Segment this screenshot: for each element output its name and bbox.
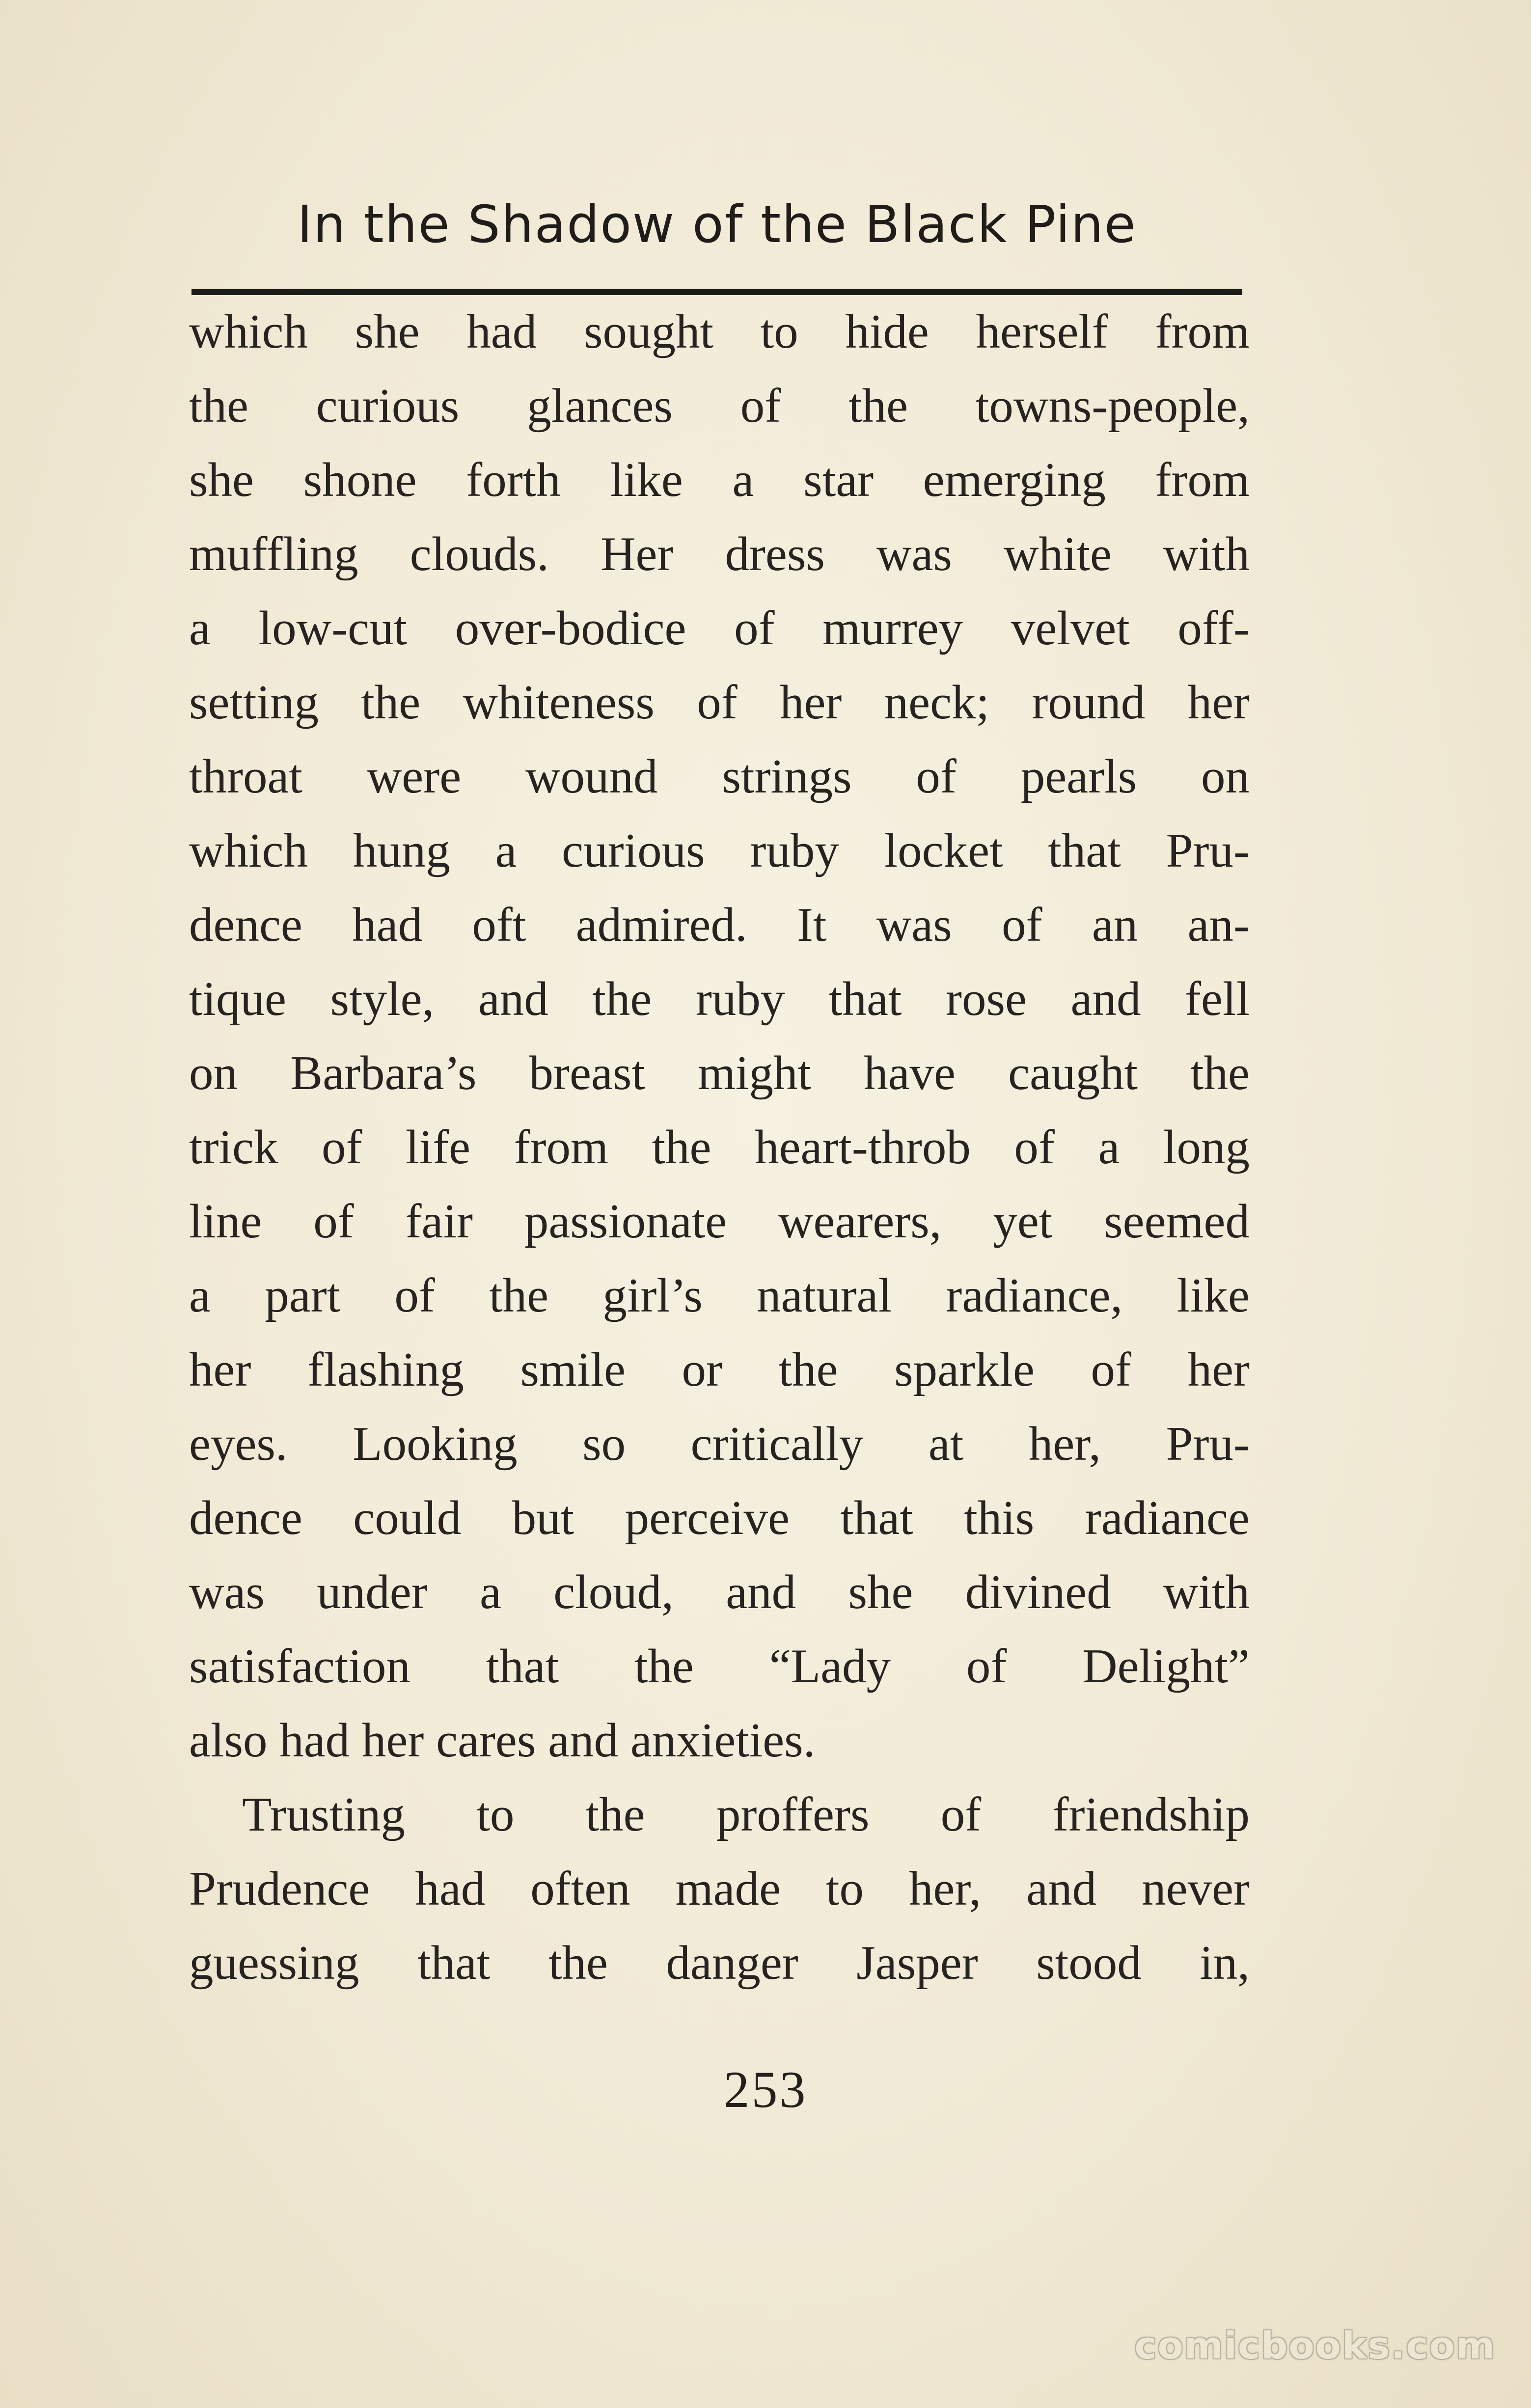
text-line: a low-cut over-bodice of murrey velvet off- — [189, 602, 1250, 655]
text-line: line of fair passionate wearers, yet seemed — [189, 1195, 1250, 1248]
text-line: throat were wound strings of pearls on — [189, 750, 1250, 803]
text-line: muffling clouds. Her dress was white with — [189, 527, 1250, 581]
text-line: tique style, and the ruby that rose and fell — [189, 972, 1250, 1026]
body-text — [189, 295, 1250, 2000]
text-line: dence could but perceive that this radiance — [189, 1491, 1250, 1545]
watermark: comicbooks.com — [1134, 2324, 1496, 2367]
running-head: In the Shadow of the Black Pine — [297, 194, 1137, 254]
text-line: also had her cares and anxieties. — [189, 1714, 816, 1767]
text-line: dence had oft admired. It was of an an- — [189, 898, 1250, 952]
text-line: guessing that the danger Jasper stood in, — [189, 1936, 1250, 1990]
text-line: on Barbara’s breast might have caught the — [189, 1046, 1250, 1100]
text-line: Prudence had often made to her, and never — [189, 1862, 1250, 1915]
page-number: 253 — [723, 2061, 808, 2118]
text-line: a part of the girl’s natural radiance, like — [189, 1269, 1250, 1322]
text-line: setting the whiteness of her neck; round her — [189, 676, 1250, 729]
text-line: the curious glances of the towns-people, — [189, 379, 1250, 433]
text-line: trick of life from the heart-throb of a long — [189, 1121, 1250, 1174]
text-line: she shone forth like a star emerging from — [189, 453, 1250, 507]
text-line: eyes. Looking so critically at her, Pru- — [189, 1417, 1250, 1471]
text-line: satisfaction that the “Lady of Delight” — [189, 1640, 1250, 1693]
text-line: which hung a curious ruby locket that Pru- — [189, 824, 1250, 877]
text-line: Trusting to the proffers of friendship — [242, 1788, 1250, 1841]
text-line: was under a cloud, and she divined with — [189, 1565, 1250, 1619]
text-line: her flashing smile or the sparkle of her — [189, 1343, 1250, 1396]
text-line: which she had sought to hide herself from — [189, 305, 1250, 358]
